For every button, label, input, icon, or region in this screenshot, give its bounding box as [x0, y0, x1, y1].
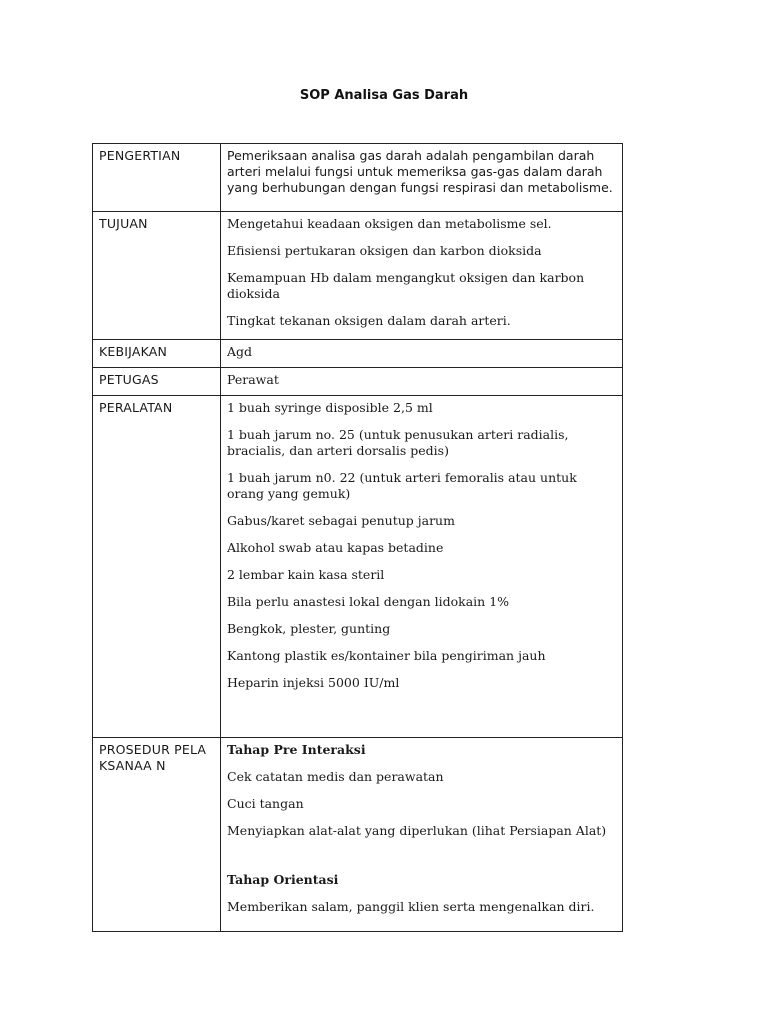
row-label-pengertian: PENGERTIAN	[93, 144, 221, 212]
list-item: Kantong plastik es/kontainer bila pengiriman jauh	[227, 648, 546, 663]
row-label-kebijakan: KEBIJAKAN	[93, 340, 221, 368]
list-item: 2 lembar kain kasa steril	[227, 567, 385, 582]
document-title: SOP Analisa Gas Darah	[299, 88, 469, 103]
list-item: 1 buah jarum n0. 22 (untuk arteri femoralis atau untuk orang yang gemuk)	[227, 470, 577, 501]
list-item: Gabus/karet sebagai penutup jarum	[227, 513, 455, 528]
row-label-peralatan: PERALATAN	[93, 396, 221, 738]
list-item: Bila perlu anastesi lokal dengan lidokain 1%	[227, 594, 510, 609]
spacer	[227, 850, 616, 872]
list-item: Menyiapkan alat-alat yang diperlukan (lihat Persiapan Alat)	[227, 823, 607, 838]
list-item: Cek catatan medis dan perawatan	[227, 769, 444, 784]
row-value-peralatan	[221, 396, 623, 738]
list-item: Perawat	[227, 372, 279, 387]
list-item: Agd	[227, 344, 253, 359]
list-item: Memberikan salam, panggil klien serta mengenalkan diri.	[227, 899, 595, 914]
list-item: Mengetahui keadaan oksigen dan metabolisme sel.	[227, 216, 552, 231]
table-row	[93, 212, 623, 340]
list-item: Heparin injeksi 5000 IU/ml	[227, 675, 400, 690]
list-item: Tingkat tekanan oksigen dalam darah arteri.	[227, 313, 511, 328]
list-item: 1 buah jarum no. 25 (untuk penusukan arteri radialis, bracialis, dan arteri dorsalis pedis)	[227, 427, 569, 458]
list-item: Bengkok, plester, gunting	[227, 621, 391, 636]
table-row	[93, 144, 623, 212]
list-item: Cuci tangan	[227, 796, 304, 811]
section-heading-orientasi: Tahap Orientasi	[227, 872, 339, 887]
sop-table	[92, 143, 623, 932]
row-value-prosedur	[221, 738, 623, 932]
table-row	[93, 368, 623, 396]
table-row	[93, 340, 623, 368]
table-row	[93, 396, 623, 738]
row-value-tujuan	[221, 212, 623, 340]
table-row	[93, 738, 623, 932]
row-value-petugas	[221, 368, 623, 396]
list-item: 1 buah syringe disposible 2,5 ml	[227, 400, 433, 415]
row-label-tujuan: TUJUAN	[93, 212, 221, 340]
row-label-petugas: PETUGAS	[93, 368, 221, 396]
list-item: Kemampuan Hb dalam mengangkut oksigen dan karbon dioksida	[227, 270, 585, 301]
row-value-kebijakan	[221, 340, 623, 368]
row-label-prosedur: PROSEDUR PELAKSANAA N	[93, 738, 221, 932]
list-item: Alkohol swab atau kapas betadine	[227, 540, 444, 555]
list-item: Efisiensi pertukaran oksigen dan karbon dioksida	[227, 243, 542, 258]
section-heading-pre-interaksi: Tahap Pre Interaksi	[227, 742, 366, 757]
row-value-pengertian: Pemeriksaan analisa gas darah adalah pengambilan darah arteri melalui fungsi untuk memeriksa gas-gas dalam darah yang berhubungan dengan fungsi respirasi dan metabolisme.	[221, 144, 623, 212]
